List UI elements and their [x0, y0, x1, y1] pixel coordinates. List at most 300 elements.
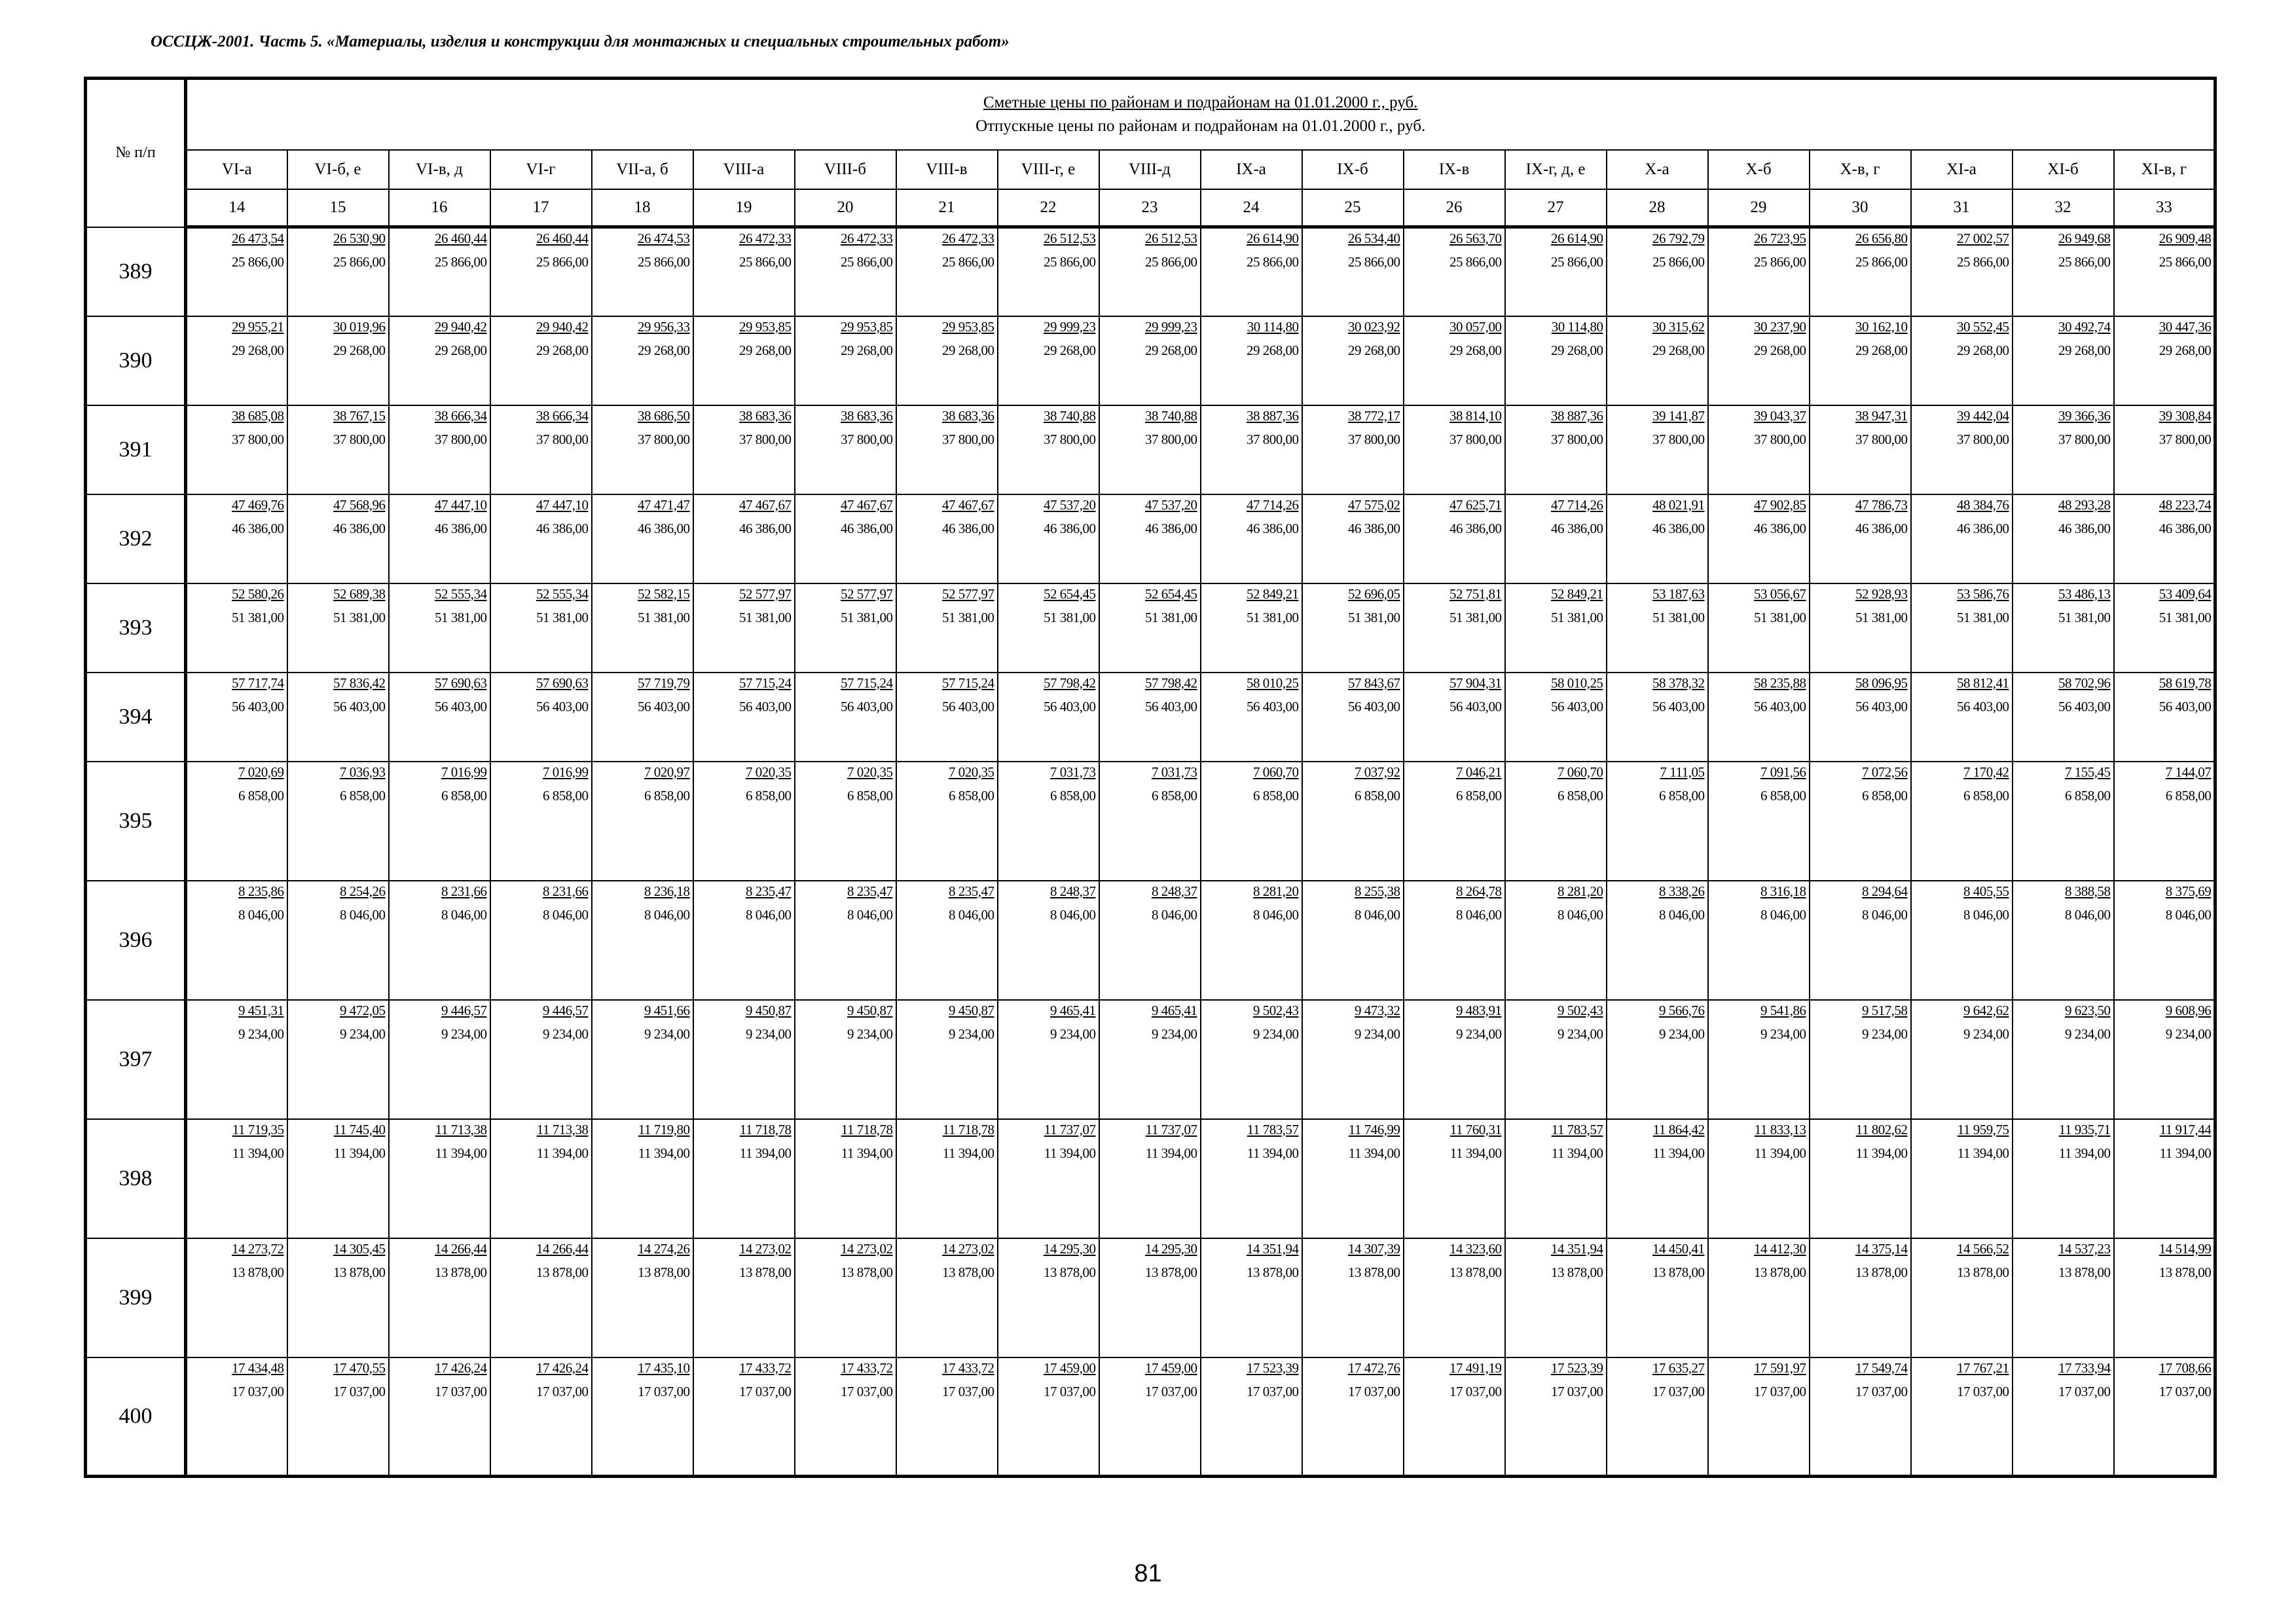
price-cell: [1911, 1238, 2013, 1357]
estimate-price: 7 016,99: [543, 764, 589, 780]
row-number: 394: [86, 673, 186, 762]
estimate-price: 29 953,85: [739, 318, 792, 335]
estimate-price: 52 696,05: [1348, 585, 1400, 602]
release-price: 51 381,00: [1551, 609, 1603, 625]
estimate-price: 52 751,81: [1449, 585, 1502, 602]
price-cell: [1607, 762, 1708, 881]
release-price: 13 878,00: [232, 1264, 284, 1280]
release-price: 29 268,00: [1348, 342, 1400, 358]
release-price: 17 037,00: [1044, 1383, 1096, 1399]
row-number-header: № п/п: [86, 79, 186, 227]
estimate-price: 7 036,93: [340, 764, 386, 780]
release-price: 56 403,00: [1652, 698, 1705, 714]
price-cell: [1607, 673, 1708, 762]
estimate-price: 17 708,66: [2159, 1359, 2212, 1376]
price-cell: [1404, 673, 1505, 762]
price-cell: [389, 762, 490, 881]
release-price: 37 800,00: [435, 431, 487, 447]
region-header: VII-а, б: [592, 150, 693, 189]
estimate-price: 27 002,57: [1957, 231, 2009, 246]
price-cell: [1708, 673, 1810, 762]
estimate-price: 26 949,68: [2058, 231, 2111, 246]
estimate-price: 9 541,86: [1760, 1002, 1806, 1018]
release-price: 56 403,00: [1044, 698, 1096, 714]
price-cell: [1708, 1357, 1810, 1477]
price-cell: [1099, 881, 1201, 1000]
price-cell: [2114, 494, 2215, 583]
estimate-price: 17 523,39: [1551, 1359, 1603, 1376]
release-price: 37 800,00: [1551, 431, 1603, 447]
price-cell: [2114, 583, 2215, 673]
release-price: 56 403,00: [1247, 698, 1299, 714]
estimate-price: 29 953,85: [841, 318, 893, 335]
release-price: 13 878,00: [1551, 1264, 1603, 1280]
release-price: 56 403,00: [1855, 698, 1908, 714]
estimate-price: 38 683,36: [739, 407, 792, 424]
price-cell: [186, 881, 287, 1000]
price-cell: [1201, 762, 1302, 881]
price-cell: [592, 405, 693, 494]
release-price: 51 381,00: [1652, 609, 1705, 625]
release-price: 29 268,00: [1652, 342, 1705, 358]
release-price: 25 866,00: [1754, 254, 1806, 270]
release-price: 25 866,00: [638, 254, 690, 270]
release-price: 46 386,00: [942, 520, 994, 536]
price-cell: [693, 583, 795, 673]
release-price: 11 394,00: [1652, 1145, 1705, 1161]
price-cell: [1302, 405, 1404, 494]
estimate-price: 53 409,64: [2159, 585, 2212, 602]
region-header: VIII-д: [1099, 150, 1201, 189]
estimate-price: 8 375,69: [2165, 883, 2212, 899]
release-price: 6 858,00: [441, 787, 487, 803]
release-price: 46 386,00: [841, 520, 893, 536]
estimate-price: 17 491,19: [1449, 1359, 1502, 1376]
price-cell: [693, 405, 795, 494]
price-cell: [1201, 1238, 1302, 1357]
region-header: VI-в, д: [389, 150, 490, 189]
release-price: 17 037,00: [333, 1383, 386, 1399]
price-cell: [2013, 1238, 2114, 1357]
release-price: 8 046,00: [1355, 906, 1400, 923]
estimate-price: 38 685,08: [232, 407, 284, 424]
estimate-price: 9 465,41: [1152, 1002, 1197, 1018]
price-cell: [1505, 227, 1607, 316]
price-cell: [1810, 762, 1911, 881]
estimate-price: 9 450,87: [847, 1002, 893, 1018]
estimate-price: 30 447,36: [2159, 318, 2212, 335]
price-cell: [1708, 1119, 1810, 1238]
estimate-price: 26 472,33: [739, 231, 792, 246]
estimate-price: 52 555,34: [536, 585, 589, 602]
estimate-price: 11 713,38: [435, 1121, 487, 1137]
release-price: 51 381,00: [1348, 609, 1400, 625]
region-header: VI-г: [490, 150, 592, 189]
estimate-price: 17 591,97: [1754, 1359, 1806, 1376]
release-price: 11 394,00: [435, 1145, 487, 1161]
price-cell: [1607, 1000, 1708, 1119]
estimate-price: 38 767,15: [333, 407, 386, 424]
region-header: X-а: [1607, 150, 1708, 189]
release-price: 25 866,00: [942, 254, 994, 270]
estimate-price: 9 608,96: [2165, 1002, 2212, 1018]
price-cell: [490, 1000, 592, 1119]
price-cell: [2013, 405, 2114, 494]
estimate-price: 9 483,91: [1456, 1002, 1502, 1018]
estimate-price: 52 849,21: [1247, 585, 1299, 602]
price-cell: [389, 1000, 490, 1119]
price-cell: [896, 494, 998, 583]
price-cell: [896, 881, 998, 1000]
column-number: 21: [896, 189, 998, 227]
price-cell: [1911, 673, 2013, 762]
price-cell: [490, 673, 592, 762]
price-cell: [2114, 316, 2215, 405]
release-price: 51 381,00: [1957, 609, 2009, 625]
price-cell: [2114, 1000, 2215, 1119]
release-price: 25 866,00: [1044, 254, 1096, 270]
estimate-price: 52 555,34: [435, 585, 487, 602]
price-cell: [2013, 881, 2114, 1000]
price-cell: [998, 316, 1099, 405]
release-price: 6 858,00: [1355, 787, 1400, 803]
estimate-price: 30 552,45: [1957, 318, 2009, 335]
release-price: 9 234,00: [1963, 1025, 2009, 1042]
price-cell: [1404, 405, 1505, 494]
release-price: 9 234,00: [1253, 1025, 1299, 1042]
estimate-price: 8 235,86: [238, 883, 284, 899]
price-cell: [2114, 1119, 2215, 1238]
price-cell: [1708, 494, 1810, 583]
price-cell: [490, 762, 592, 881]
release-price: 9 234,00: [1152, 1025, 1197, 1042]
price-cell: [795, 762, 896, 881]
estimate-price: 9 446,57: [441, 1002, 487, 1018]
release-price: 17 037,00: [638, 1383, 690, 1399]
release-price: 51 381,00: [1145, 609, 1197, 625]
estimate-price: 48 293,28: [2058, 496, 2111, 513]
release-price: 29 268,00: [435, 342, 487, 358]
price-cell: [287, 1238, 389, 1357]
release-price: 9 234,00: [238, 1025, 284, 1042]
release-price: 6 858,00: [949, 787, 994, 803]
estimate-price: 47 625,71: [1449, 496, 1502, 513]
price-cell: [1607, 405, 1708, 494]
price-cell: [1201, 1357, 1302, 1477]
region-header: VIII-в: [896, 150, 998, 189]
price-cell: [1810, 1357, 1911, 1477]
estimate-price: 57 715,24: [739, 674, 792, 691]
price-cell: [1607, 881, 1708, 1000]
column-number-row: [86, 189, 2215, 227]
estimate-price: 8 405,55: [1963, 883, 2009, 899]
price-cell: [1505, 494, 1607, 583]
price-cell: [1810, 405, 1911, 494]
price-cell: [896, 1357, 998, 1477]
release-price: 25 866,00: [1449, 254, 1502, 270]
price-cell: [592, 1119, 693, 1238]
estimate-price: 9 446,57: [543, 1002, 589, 1018]
estimate-price: 26 656,80: [1855, 231, 1908, 246]
estimate-price: 14 273,72: [232, 1240, 284, 1257]
release-price: 11 394,00: [1145, 1145, 1197, 1161]
region-header: VI-б, е: [287, 150, 389, 189]
estimate-price: 52 654,45: [1044, 585, 1096, 602]
release-price: 13 878,00: [435, 1264, 487, 1280]
release-price: 11 394,00: [2058, 1145, 2111, 1161]
release-price: 51 381,00: [942, 609, 994, 625]
release-price: 11 394,00: [841, 1145, 893, 1161]
price-cell: [490, 881, 592, 1000]
estimate-price: 29 999,23: [1044, 318, 1096, 335]
estimate-price: 14 305,45: [333, 1240, 386, 1257]
release-price: 25 866,00: [841, 254, 893, 270]
estimate-price: 47 537,20: [1044, 496, 1096, 513]
estimate-price: 53 187,63: [1652, 585, 1705, 602]
release-price: 8 046,00: [949, 906, 994, 923]
price-cell: [1911, 405, 2013, 494]
table-row: [86, 1000, 2215, 1119]
release-price: 13 878,00: [841, 1264, 893, 1280]
price-cell: [592, 1357, 693, 1477]
price-cell: [1404, 227, 1505, 316]
release-price: 25 866,00: [2159, 254, 2212, 270]
estimate-price: 9 465,41: [1050, 1002, 1096, 1018]
estimate-price: 11 719,80: [638, 1121, 690, 1137]
release-price: 46 386,00: [1855, 520, 1908, 536]
column-number: 32: [2013, 189, 2114, 227]
estimate-price: 47 467,67: [739, 496, 792, 513]
release-price: 9 234,00: [2065, 1025, 2111, 1042]
release-price: 29 268,00: [232, 342, 284, 358]
estimate-price: 14 266,44: [536, 1240, 589, 1257]
price-cell: [1708, 1238, 1810, 1357]
price-cell: [795, 1119, 896, 1238]
estimate-price: 53 056,67: [1754, 585, 1806, 602]
estimate-price: 9 502,43: [1253, 1002, 1299, 1018]
estimate-price: 7 031,73: [1050, 764, 1096, 780]
release-price: 29 268,00: [536, 342, 589, 358]
release-price: 51 381,00: [1449, 609, 1502, 625]
price-cell: [1505, 1119, 1607, 1238]
release-price: 46 386,00: [1145, 520, 1197, 536]
price-cell: [389, 1119, 490, 1238]
price-cell: [1505, 1000, 1607, 1119]
estimate-price: 26 530,90: [333, 231, 386, 246]
column-number: 31: [1911, 189, 2013, 227]
price-cell: [186, 405, 287, 494]
release-price: 56 403,00: [1957, 698, 2009, 714]
column-number: 20: [795, 189, 896, 227]
price-cell: [1099, 762, 1201, 881]
estimate-price: 26 473,54: [232, 231, 284, 246]
estimate-price: 17 433,72: [942, 1359, 994, 1376]
estimate-price: 8 231,66: [543, 883, 589, 899]
price-cell: [1708, 881, 1810, 1000]
estimate-price: 26 512,53: [1145, 231, 1197, 246]
release-price: 6 858,00: [1963, 787, 2009, 803]
price-cell: [186, 1000, 287, 1119]
release-price: 29 268,00: [841, 342, 893, 358]
estimate-price: 11 745,40: [333, 1121, 386, 1137]
column-number: 22: [998, 189, 1099, 227]
estimate-price: 8 235,47: [847, 883, 893, 899]
release-price: 8 046,00: [1963, 906, 2009, 923]
price-cell: [2114, 227, 2215, 316]
price-cell: [2114, 673, 2215, 762]
estimate-price: 57 904,31: [1449, 674, 1502, 691]
price-cell: [2013, 1357, 2114, 1477]
price-cell: [1099, 673, 1201, 762]
region-header: VI-а: [186, 150, 287, 189]
price-cell: [389, 1238, 490, 1357]
estimate-price: 14 307,39: [1348, 1240, 1400, 1257]
release-price: 13 878,00: [2058, 1264, 2111, 1280]
estimate-price: 11 864,42: [1652, 1121, 1705, 1137]
price-cell: [998, 1357, 1099, 1477]
estimate-price: 9 623,50: [2065, 1002, 2111, 1018]
price-cell: [1404, 1000, 1505, 1119]
estimate-price: 26 909,48: [2159, 231, 2212, 246]
estimate-price: 47 902,85: [1754, 496, 1806, 513]
price-cell: [1607, 494, 1708, 583]
price-cell: [693, 673, 795, 762]
release-price: 8 046,00: [1456, 906, 1502, 923]
price-cell: [287, 316, 389, 405]
row-number: 396: [86, 881, 186, 1000]
release-price: 11 394,00: [1855, 1145, 1908, 1161]
release-price: 6 858,00: [644, 787, 690, 803]
release-price: 51 381,00: [739, 609, 792, 625]
estimate-price: 17 434,48: [232, 1359, 284, 1376]
price-cell: [795, 881, 896, 1000]
price-cell: [2114, 405, 2215, 494]
price-cell: [896, 1000, 998, 1119]
estimate-price: 29 940,42: [435, 318, 487, 335]
price-cell: [1099, 1238, 1201, 1357]
estimate-price: 57 836,42: [333, 674, 386, 691]
price-cell: [1911, 494, 2013, 583]
price-cell: [693, 881, 795, 1000]
estimate-price: 26 472,33: [841, 231, 893, 246]
estimate-price: 47 467,67: [942, 496, 994, 513]
price-cell: [592, 1000, 693, 1119]
region-header: IX-г, д, е: [1505, 150, 1607, 189]
price-cell: [998, 227, 1099, 316]
release-price: 51 381,00: [435, 609, 487, 625]
price-cell: [998, 583, 1099, 673]
price-cell: [998, 405, 1099, 494]
release-price: 51 381,00: [2058, 609, 2111, 625]
table-row: [86, 673, 2215, 762]
estimate-price: 52 582,15: [638, 585, 690, 602]
price-cell: [1201, 405, 1302, 494]
release-price: 29 268,00: [2058, 342, 2111, 358]
estimate-price: 17 426,24: [435, 1359, 487, 1376]
price-cell: [389, 227, 490, 316]
release-price: 9 234,00: [340, 1025, 386, 1042]
release-price: 17 037,00: [942, 1383, 994, 1399]
release-price: 8 046,00: [847, 906, 893, 923]
price-cell: [2013, 673, 2114, 762]
release-price: 13 878,00: [1855, 1264, 1908, 1280]
price-cell: [1708, 1000, 1810, 1119]
region-header: VIII-а: [693, 150, 795, 189]
release-price: 29 268,00: [942, 342, 994, 358]
price-cell: [1911, 881, 2013, 1000]
price-cell: [1810, 583, 1911, 673]
release-price: 56 403,00: [1754, 698, 1806, 714]
estimate-price: 11 917,44: [2159, 1121, 2212, 1137]
price-cell: [1302, 1119, 1404, 1238]
release-price: 56 403,00: [638, 698, 690, 714]
release-price: 37 800,00: [1044, 431, 1096, 447]
row-number: 390: [86, 316, 186, 405]
price-cell: [896, 583, 998, 673]
estimate-price: 9 450,87: [746, 1002, 792, 1018]
release-price: 9 234,00: [1456, 1025, 1502, 1042]
estimate-price: 7 020,35: [847, 764, 893, 780]
estimate-price: 39 308,84: [2159, 407, 2212, 424]
estimate-price: 7 072,56: [1862, 764, 1908, 780]
price-cell: [287, 1000, 389, 1119]
region-header: X-б: [1708, 150, 1810, 189]
estimate-price: 30 023,92: [1348, 318, 1400, 335]
release-price: 25 866,00: [333, 254, 386, 270]
price-cell: [389, 316, 490, 405]
estimate-price: 57 719,79: [638, 674, 690, 691]
region-header: IX-в: [1404, 150, 1505, 189]
price-cell: [693, 1000, 795, 1119]
price-cell: [795, 1357, 896, 1477]
price-cell: [287, 762, 389, 881]
estimate-price: 58 010,25: [1551, 674, 1603, 691]
release-price: 17 037,00: [841, 1383, 893, 1399]
estimate-price: 38 947,31: [1855, 407, 1908, 424]
price-cell: [2013, 1000, 2114, 1119]
estimate-price: 9 642,62: [1963, 1002, 2009, 1018]
release-price: 51 381,00: [536, 609, 589, 625]
release-price: 46 386,00: [1449, 520, 1502, 536]
price-cell: [186, 1357, 287, 1477]
estimate-price: 17 767,21: [1957, 1359, 2009, 1376]
release-price: 51 381,00: [1754, 609, 1806, 625]
column-number: 33: [2114, 189, 2215, 227]
price-cell: [795, 227, 896, 316]
table-row: [86, 1119, 2215, 1238]
region-header: XI-а: [1911, 150, 2013, 189]
estimate-price: 17 635,27: [1652, 1359, 1705, 1376]
region-header: VIII-г, е: [998, 150, 1099, 189]
release-price: 51 381,00: [841, 609, 893, 625]
release-price: 9 234,00: [1355, 1025, 1400, 1042]
estimate-price: 17 435,10: [638, 1359, 690, 1376]
estimate-price: 38 772,17: [1348, 407, 1400, 424]
estimate-price: 39 442,04: [1957, 407, 2009, 424]
release-price: 25 866,00: [536, 254, 589, 270]
column-number: 28: [1607, 189, 1708, 227]
estimate-price: 26 723,95: [1754, 231, 1806, 246]
estimate-price: 8 338,26: [1659, 883, 1705, 899]
release-price: 13 878,00: [1449, 1264, 1502, 1280]
release-price: 11 394,00: [1044, 1145, 1096, 1161]
estimate-price: 14 566,52: [1957, 1240, 2009, 1257]
estimate-price: 30 492,74: [2058, 318, 2111, 335]
column-number: 30: [1810, 189, 1911, 227]
estimate-price: 8 235,47: [746, 883, 792, 899]
release-price: 13 878,00: [2159, 1264, 2212, 1280]
estimate-price: 14 273,02: [739, 1240, 792, 1257]
